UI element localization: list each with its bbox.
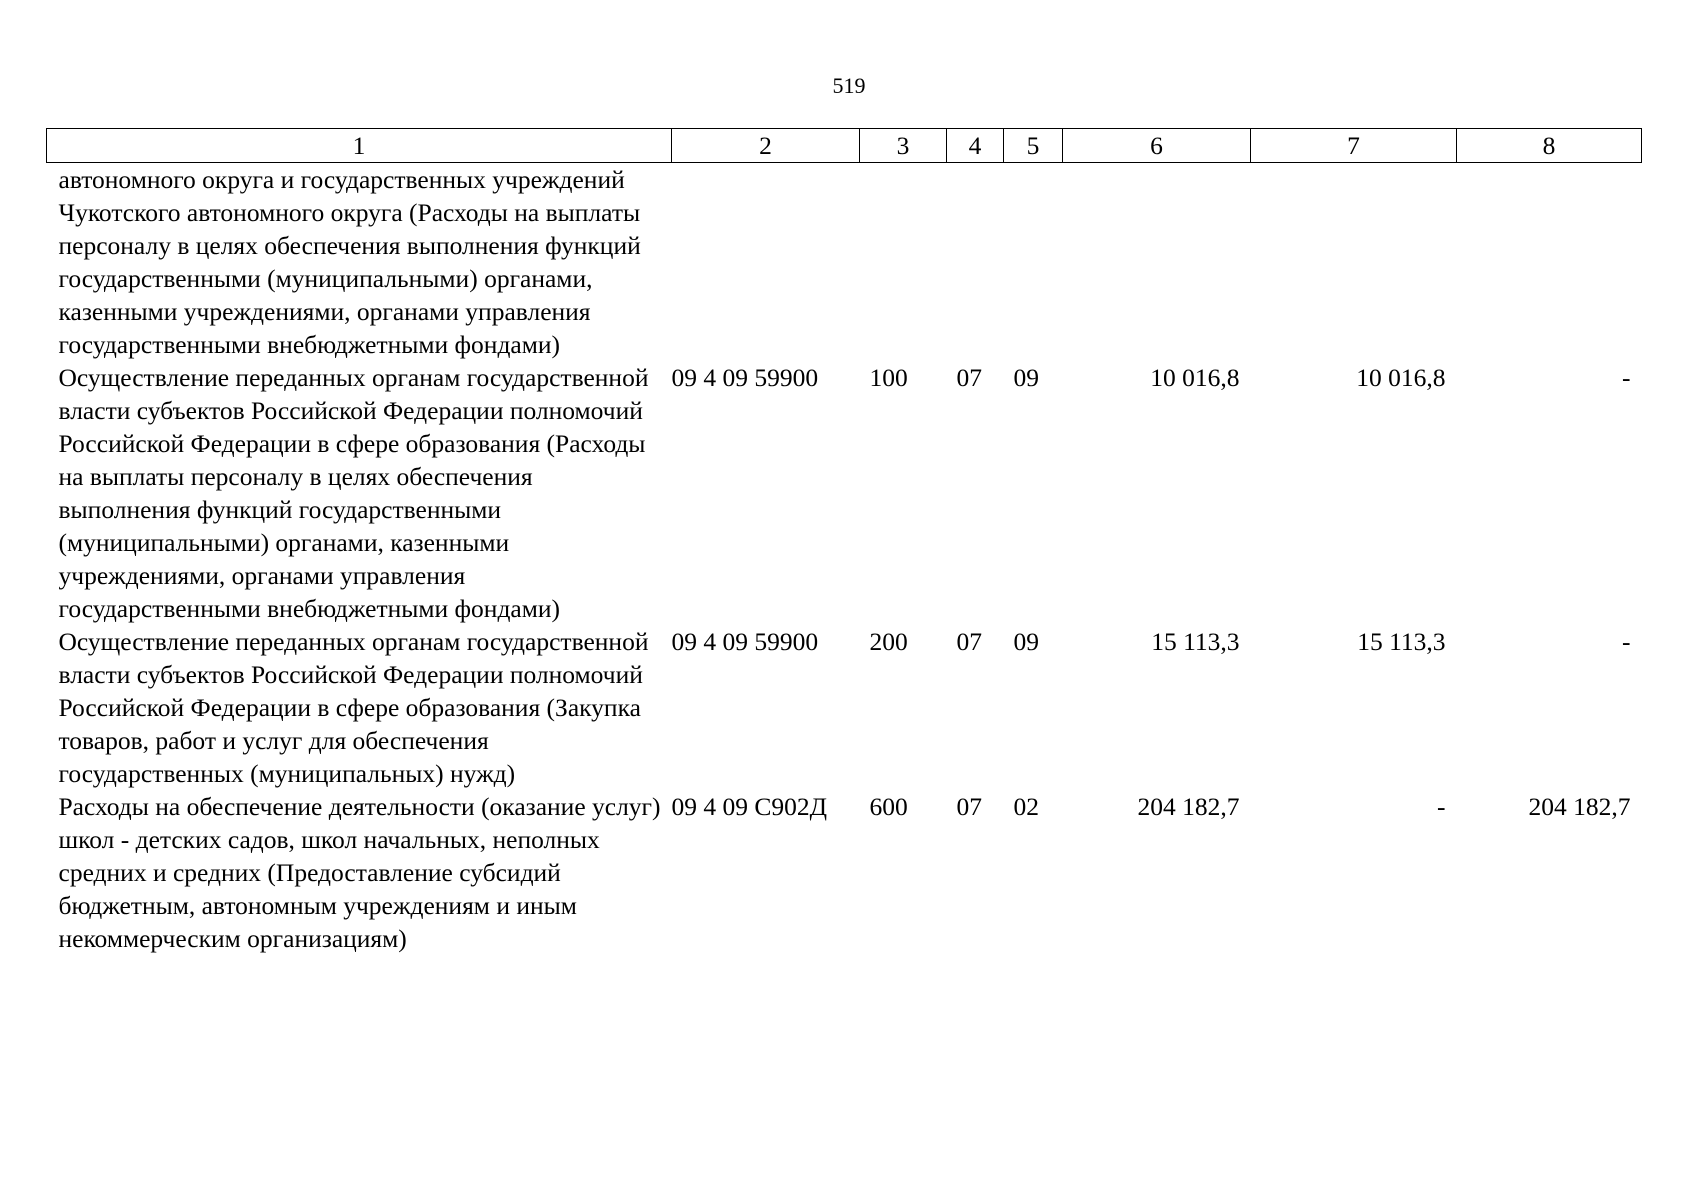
row-description: автономного округа и государственных учреждений Чукотского автономного округа (Расходы на выплаты персоналу в целях обеспечения выполнения функций государственными (муниципальными) органами, казенными учреждениями, органами управления государственными внебюджетными фондами) [58, 165, 641, 359]
row-description: Расходы на обеспечение деятельности (оказание услуг) школ - детских садов, школ начальных, неполных средних и средних (Предоставление субсидий бюджетным, автономным учреждениям и иным некоммерческим организациям) [58, 792, 661, 953]
table-row [47, 361, 1642, 625]
row-target-code [672, 163, 860, 362]
row-expense-type: 200 [869, 627, 908, 656]
row-section [947, 163, 1004, 362]
table-header-row [47, 129, 1642, 163]
table-row [47, 790, 1642, 955]
column-header-4: 4 [947, 129, 1004, 163]
row-amount-col8: - [1622, 363, 1631, 392]
row-amount-total [1063, 163, 1251, 362]
row-section: 07 [956, 627, 982, 656]
row-target-code: 09 4 09 59900 [671, 627, 819, 656]
row-section: 07 [956, 363, 982, 392]
column-header-3: 3 [860, 129, 947, 163]
row-target-code: 09 4 09 С902Д [671, 792, 828, 821]
row-subsection: 09 [1013, 627, 1039, 656]
column-header-6: 6 [1063, 129, 1251, 163]
row-description: Осуществление переданных органам государственной власти субъектов Российской Федерации полномочий Российской Федерации в сфере образования (Расходы на выплаты персоналу в целях обеспечения выполнения функций государственными (муниципальными) органами, казенными учреждениями, органами управления государственными внебюджетными фондами) [58, 363, 649, 623]
row-description: Осуществление переданных органам государственной власти субъектов Российской Федерации полномочий Российской Федерации в сфере образования (Закупка товаров, работ и услуг для обеспечения государственных (муниципальных) нужд) [58, 627, 649, 788]
row-amount-col7: 10 016,8 [1356, 363, 1446, 392]
row-target-code: 09 4 09 59900 [671, 363, 819, 392]
row-amount-total: 10 016,8 [1150, 363, 1240, 392]
column-header-8: 8 [1457, 129, 1642, 163]
column-header-2: 2 [672, 129, 860, 163]
column-header-5: 5 [1004, 129, 1063, 163]
row-amount-total: 15 113,3 [1151, 627, 1240, 656]
column-header-1: 1 [47, 129, 672, 163]
row-section: 07 [956, 792, 982, 821]
row-amount-col8 [1457, 163, 1642, 362]
row-amount-col7 [1251, 163, 1457, 362]
table-row [47, 625, 1642, 790]
page-number: 519 [832, 73, 866, 98]
row-amount-col8: - [1622, 627, 1631, 656]
column-header-7: 7 [1251, 129, 1457, 163]
table-row [47, 163, 1642, 362]
row-expense-type: 600 [869, 792, 908, 821]
row-amount-col7: 15 113,3 [1357, 627, 1446, 656]
row-expense-type: 100 [869, 363, 908, 392]
row-subsection: 09 [1013, 363, 1039, 392]
row-subsection: 02 [1013, 792, 1039, 821]
row-amount-col7: - [1437, 792, 1446, 821]
row-subsection [1004, 163, 1063, 362]
budget-table [46, 128, 1642, 955]
row-amount-total: 204 182,7 [1137, 792, 1240, 821]
row-expense-type [860, 163, 947, 362]
row-amount-col8: 204 182,7 [1528, 792, 1631, 821]
